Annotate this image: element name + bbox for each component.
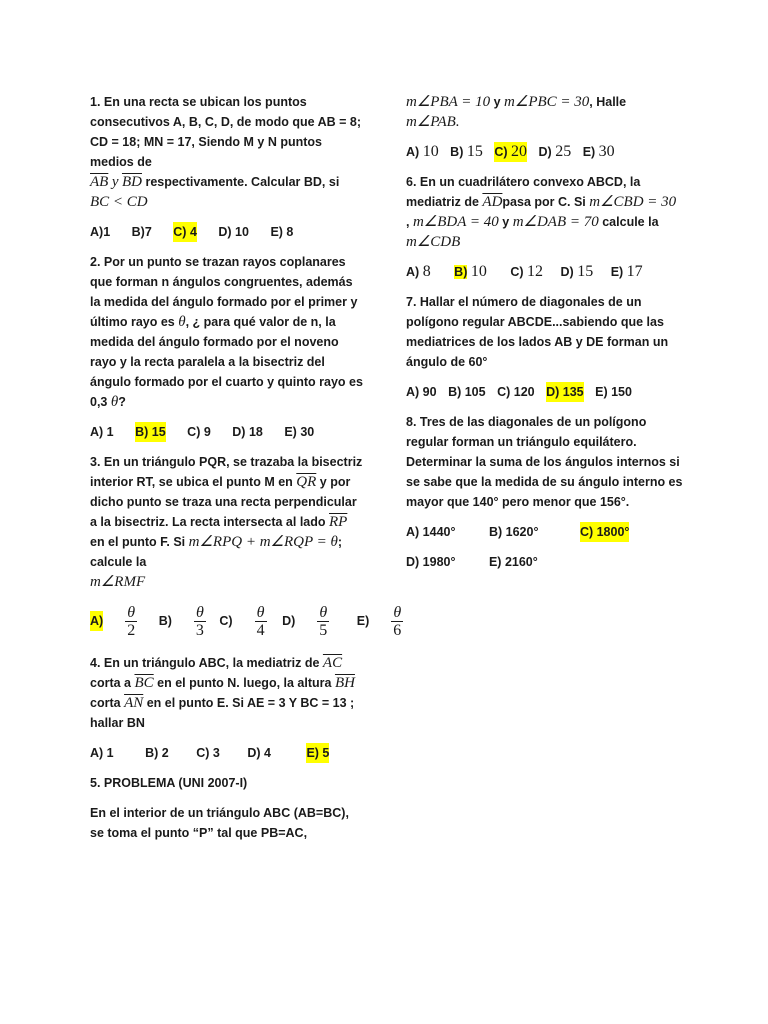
- q4-text-a: 4. En un triángulo ABC, la mediatriz de: [90, 656, 320, 670]
- q5-option-b-value: 15: [466, 143, 483, 160]
- q6-options: [406, 262, 686, 282]
- q5-option-a: [406, 142, 439, 162]
- q3-condition: m∠RPQ + m∠RQP = θ: [188, 534, 338, 550]
- q2-option-e: E) 30: [284, 425, 315, 439]
- q5-option-b: [450, 142, 483, 162]
- q3-option-a-den: 2: [127, 622, 136, 639]
- left-column: [90, 92, 402, 853]
- q6-option-c-value: 12: [527, 263, 544, 280]
- q1-segment-bd: $\overline{BD}$: [121, 174, 142, 190]
- q6-option-b: [454, 262, 487, 282]
- q4-option-b: B) 2: [145, 746, 169, 760]
- q3-option-e-fraction: [391, 604, 403, 639]
- q3-text-a: 3. En un triángulo PQR, se trazaba la bisectriz interior RT, se ubica el punto M en: [90, 455, 363, 489]
- q6-text-b: pasa por C. Si: [502, 195, 586, 209]
- q3-option-b-num: θ: [195, 604, 204, 621]
- q3-option-e-label: E): [356, 613, 370, 628]
- question-7: 7. Hallar el número de diagonales de un polígono regular ABCDE...sabiendo que las mediatrices de los lados AB y DE forman un ángulo de 60°: [406, 295, 669, 369]
- q3-text-b: y por dicho punto se traza una recta perpendicular a la bisectriz. La recta intersecta al lado: [90, 475, 357, 529]
- q6-conjunction: y: [502, 215, 510, 229]
- question-5-title: 5. PROBLEMA (UNI 2007-I): [90, 776, 248, 790]
- q1-option-c-answer: C) 4: [173, 222, 197, 242]
- q1-condition: BC < CD: [90, 194, 148, 210]
- q4-segment-ac: $\overline{AC}$: [322, 655, 343, 671]
- q8-option-a: A) 1440°: [406, 525, 456, 539]
- q1-option-b: B)7: [131, 225, 152, 239]
- question-2: [90, 252, 365, 412]
- q3-option-b-label: B): [158, 613, 172, 628]
- q5-target: m∠PAB.: [406, 114, 460, 130]
- q1-text-b: respectivamente. Calcular BD, si: [145, 175, 340, 189]
- q4-option-d: D) 4: [247, 746, 271, 760]
- q7-option-e: E) 150: [595, 385, 632, 399]
- q4-segment-an: $\overline{AN}$: [124, 695, 144, 711]
- q3-text-c: en el punto F. Si: [90, 535, 186, 549]
- q5-text-b: , Halle: [589, 95, 627, 109]
- q3-option-e-den: 6: [393, 622, 402, 639]
- q5-option-d: [539, 142, 572, 162]
- q7-option-a: A) 90: [406, 385, 437, 399]
- q3-segment-qr: $\overline{QR}$: [296, 474, 317, 490]
- q6-option-e-value: 17: [626, 263, 643, 280]
- question-5-text: En el interior de un triángulo ABC (AB=BC), se toma el punto “P” tal que PB=AC,: [90, 806, 349, 840]
- q3-option-d-label: D): [282, 613, 296, 628]
- q1-option-d: D) 10: [218, 225, 249, 239]
- q4-option-a: A) 1: [90, 746, 114, 760]
- q6-option-b-value: 10: [470, 263, 487, 280]
- q6-option-d-label: D): [560, 265, 574, 279]
- q5-condition-1: m∠PBA = 10: [406, 94, 491, 110]
- q3-option-a-label-answer: A): [90, 611, 103, 631]
- q5-option-a-label: A): [406, 145, 420, 159]
- q4-segment-bc: $\overline{BC}$: [134, 675, 154, 691]
- q5-option-c-answer: [494, 142, 527, 162]
- q7-option-c: C) 120: [497, 385, 535, 399]
- q6-condition-2: m∠BDA = 40: [412, 214, 499, 230]
- q4-text-b: corta a: [90, 676, 131, 690]
- q3-option-e-num: θ: [393, 604, 402, 621]
- q8-option-b: B) 1620°: [488, 525, 539, 539]
- q2-option-c: C) 9: [187, 425, 211, 439]
- q8-option-e: E) 2160°: [488, 555, 538, 569]
- q2-theta-2: θ: [110, 394, 119, 410]
- q6-option-b-label-answer: B): [454, 265, 468, 279]
- q4-text-e: en el punto E. Si AE = 3 Y BC = 13 ; hallar BN: [90, 696, 355, 730]
- q2-options: [90, 422, 365, 442]
- q6-option-d: [561, 262, 594, 282]
- right-column: [406, 92, 686, 582]
- q4-text-d: corta: [90, 696, 121, 710]
- q5-option-b-label: B): [450, 145, 464, 159]
- q3-option-a-num: θ: [127, 604, 136, 621]
- question-5-continued: [406, 92, 686, 132]
- q6-option-c: [510, 262, 543, 282]
- q6-segment-ad: $\overline{AD}$: [482, 194, 503, 210]
- q4-segment-bh: $\overline{BH}$: [334, 675, 355, 691]
- q3-options: [90, 604, 402, 639]
- q5-option-d-value: 25: [555, 143, 572, 160]
- q3-option-c-num: θ: [256, 604, 265, 621]
- q4-text-c: en el punto N. luego, la altura: [157, 676, 332, 690]
- q7-option-b: B) 105: [448, 385, 486, 399]
- q1-option-a: A)1: [90, 225, 111, 239]
- q1-option-e: E) 8: [270, 225, 294, 239]
- q5-condition-2: m∠PBC = 30: [504, 94, 590, 110]
- q2-text-c: ?: [118, 395, 126, 409]
- question-6: [406, 172, 686, 252]
- q2-option-a: A) 1: [90, 425, 114, 439]
- q5-options: [406, 142, 686, 162]
- q3-option-c-label: C): [219, 613, 233, 628]
- q3-option-d-fraction: [317, 604, 329, 639]
- q6-condition-3: m∠DAB = 70: [512, 214, 599, 230]
- q8-options-row-2: [406, 552, 686, 572]
- question-4: [90, 653, 365, 733]
- q6-option-a-label: A): [406, 265, 420, 279]
- q6-option-d-value: 15: [577, 263, 594, 280]
- q6-separator: ,: [406, 215, 410, 229]
- q6-option-a: [406, 262, 431, 282]
- q6-target: m∠CDB: [406, 234, 461, 250]
- q2-text-a: 2. Por un punto se trazan rayos coplanares que forman n ángulos congruentes, además la medida del ángulo formado por el primer y último rayo es: [90, 255, 358, 329]
- q6-text-a: 6. En un cuadrilátero convexo ABCD, la mediatriz de: [406, 175, 641, 209]
- q6-option-c-label: C): [510, 265, 524, 279]
- q5-option-d-label: D): [538, 145, 552, 159]
- q1-options: [90, 222, 365, 242]
- question-8: 8. Tres de las diagonales de un polígono regular forman un triángulo equilátero. Determinar la suma de los ángulos internos si se sabe que la medida de su ángulo interno es mayor que 140° pero menor que 156°.: [406, 415, 683, 509]
- q3-option-d-num: θ: [319, 604, 328, 621]
- question-1: [90, 92, 365, 212]
- q5-option-e-value: 30: [598, 143, 615, 160]
- q2-theta: θ: [178, 314, 186, 330]
- q6-condition-1: m∠CBD = 30: [589, 194, 677, 210]
- q2-option-d: D) 18: [232, 425, 263, 439]
- q7-options: [406, 382, 686, 402]
- q1-segment-ab: $\overline{AB}$: [90, 174, 109, 190]
- q3-option-b-fraction: [194, 604, 206, 639]
- q8-option-c-answer: C) 1800°: [580, 522, 629, 542]
- q4-options: [90, 743, 365, 763]
- q6-option-a-value: 8: [422, 263, 431, 280]
- q3-option-c-fraction: [255, 604, 267, 639]
- q6-option-e: [611, 262, 643, 282]
- q3-option-d-den: 5: [319, 622, 328, 639]
- q5-conjunction: y: [493, 95, 501, 109]
- q5-option-e: [583, 142, 615, 162]
- q5-option-c-label: C): [494, 145, 508, 159]
- q6-text-c: calcule la: [602, 215, 659, 229]
- q4-option-c: C) 3: [196, 746, 220, 760]
- q5-option-e-label: E): [582, 145, 596, 159]
- q2-text-b: , ¿ para qué valor de n, la medida del ángulo formado por el noveno rayo y la recta paralela a la bisectriz del ángulo formado por el cuarto y quinto rayo es 0,3: [90, 315, 363, 409]
- q1-text-a: 1. En una recta se ubican los puntos consecutivos A, B, C, D, de modo que AB = 8; CD = 18; MN = 17, Siendo M y N puntos medios de: [90, 95, 361, 169]
- question-3: [90, 452, 365, 592]
- q5-option-c-value: 20: [511, 143, 528, 160]
- q3-option-a-fraction: [125, 604, 137, 639]
- q7-option-d-answer: D) 135: [546, 382, 584, 402]
- q2-option-b-answer: B) 15: [135, 422, 166, 442]
- q3-option-b-den: 3: [195, 622, 204, 639]
- q5-option-a-value: 10: [422, 143, 439, 160]
- q8-option-d: D) 1980°: [406, 555, 456, 569]
- q6-option-e-label: E): [610, 265, 624, 279]
- q8-options-row-1: [406, 522, 686, 542]
- q3-text-d: ; calcule la: [90, 535, 343, 569]
- q3-target: m∠RMF: [90, 574, 146, 590]
- q3-option-c-den: 4: [256, 622, 265, 639]
- q1-conjunction: y: [111, 174, 119, 190]
- q3-segment-rp: $\overline{RP}$: [329, 514, 348, 530]
- q4-option-e-answer: E) 5: [306, 743, 329, 763]
